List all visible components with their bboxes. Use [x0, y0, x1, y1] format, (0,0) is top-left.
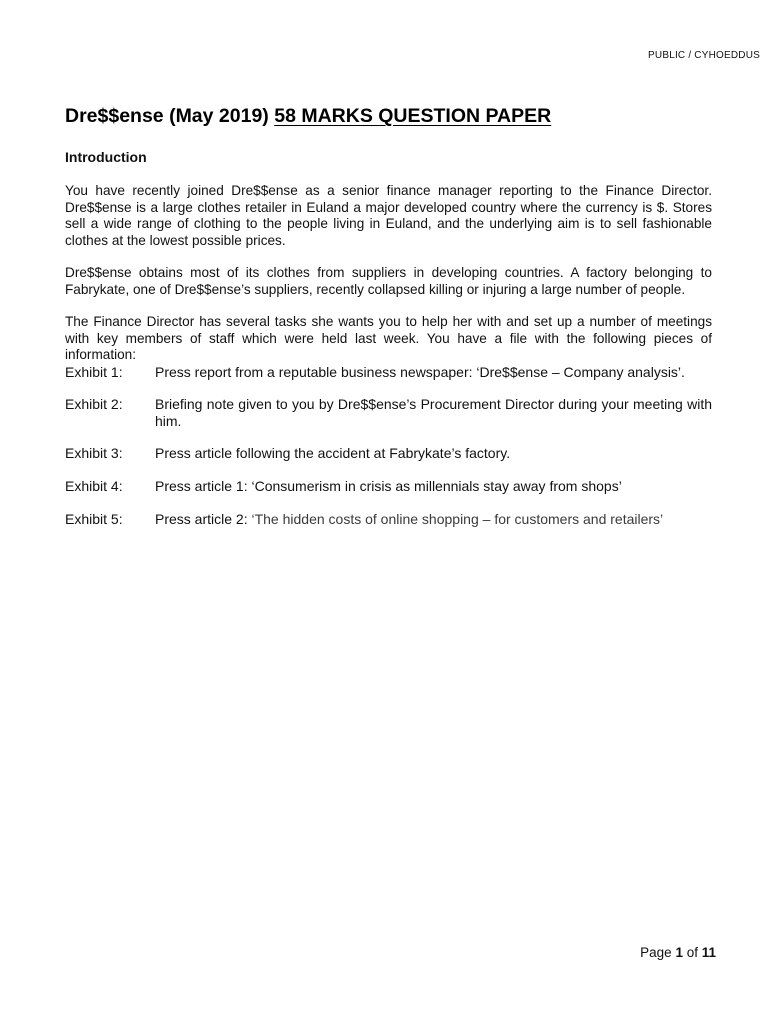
exhibit-label: Exhibit 5: — [65, 511, 123, 527]
exhibit-item — [65, 396, 712, 429]
page-total: 11 — [701, 945, 716, 960]
page-word: Page — [640, 945, 676, 960]
exhibit-description: Press article following the accident at Fabrykate’s factory. — [155, 445, 511, 461]
intro-paragraph-3: The Finance Director has several tasks she wants you to help her with and set up a number of meetings with key members of staff which were held last week. You have a file with the following pieces of information: — [65, 314, 712, 362]
page-title — [65, 105, 551, 128]
exhibit-item — [65, 364, 712, 381]
exhibit-description: Briefing note given to you by Dre$$ense’s Procurement Director during your meeting with him. — [155, 396, 712, 429]
exhibit-item — [65, 511, 712, 528]
exhibit-item — [65, 445, 712, 462]
exhibit-article-title: ‘The hidden costs of online shopping – for customers and retailers’ — [251, 511, 664, 527]
classification-label: PUBLIC / CYHOEDDUS — [648, 50, 760, 61]
exhibit-label: Exhibit 3: — [65, 445, 123, 461]
exhibit-item — [65, 478, 712, 495]
intro-paragraph-2: Dre$$ense obtains most of its clothes from suppliers in developing countries. A factory belonging to Fabrykate, one of Dre$$ense’s suppliers, recently collapsed killing or injuring a large number of people. — [65, 265, 712, 297]
title-main: Dre$$ense (May 2019) — [65, 105, 275, 127]
exhibit-description: Press article 1: ‘Consumerism in crisis as millennials stay away from shops’ — [155, 478, 622, 494]
section-heading-introduction: Introduction — [65, 149, 147, 165]
exhibit-label: Exhibit 4: — [65, 478, 123, 494]
exhibit-description — [155, 511, 712, 528]
exhibit-prefix: Press article 2: — [155, 511, 252, 527]
exhibit-label: Exhibit 1: — [65, 364, 123, 380]
intro-paragraph-1: You have recently joined Dre$$ense as a senior finance manager reporting to the Finance Director. Dre$$ense is a large clothes retailer in Euland a major developed country where the currency is $. Stores sell a wide range of clothing to the people living in Euland, and the underlying aim is to sell fashionable clothes at the lowest possible prices. — [65, 183, 712, 248]
page-number — [640, 945, 716, 960]
exhibit-label: Exhibit 2: — [65, 396, 123, 412]
title-underlined: 58 MARKS QUESTION PAPER — [274, 105, 552, 127]
exhibit-description: Press report from a reputable business newspaper: ‘Dre$$ense – Company analysis’. — [155, 364, 685, 380]
page-current: 1 — [675, 945, 683, 960]
page-of: of — [682, 945, 702, 960]
